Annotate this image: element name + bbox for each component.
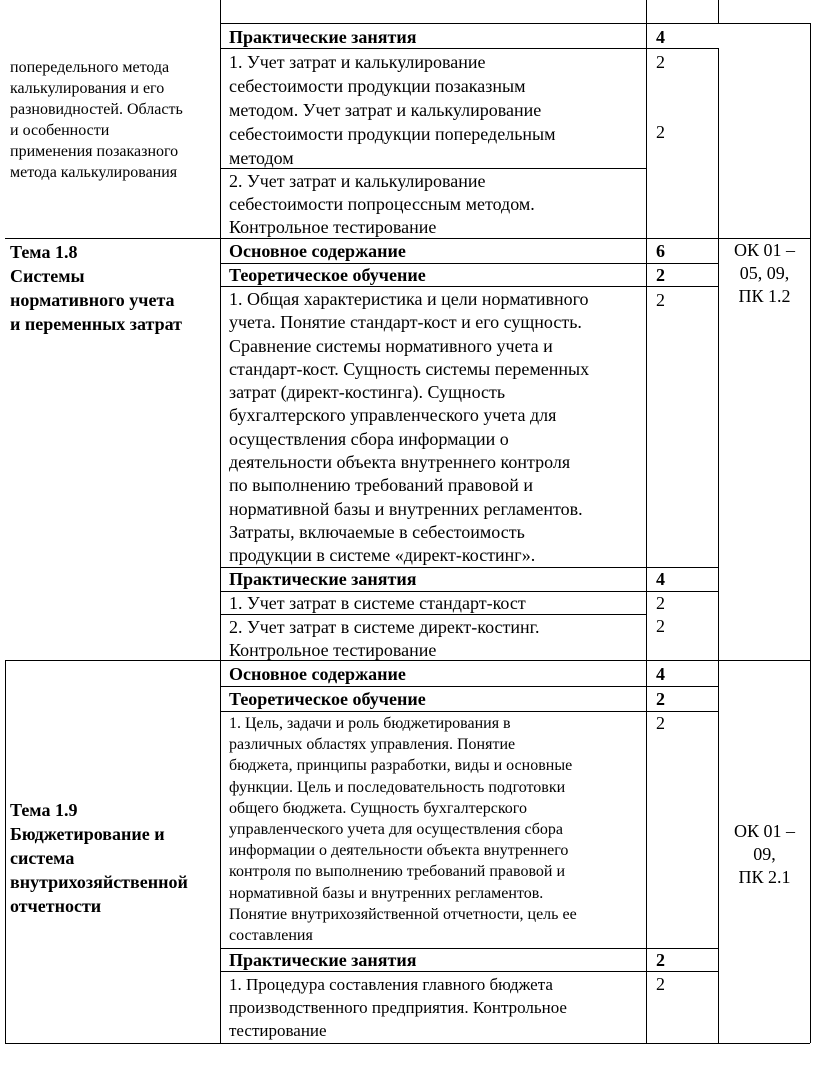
main-content-heading: Основное содержание — [229, 241, 406, 261]
practice-heading: Практические занятия — [229, 27, 417, 47]
practice-item: 2. Учет затрат в системе директ-костинг. Контрольное тестирование — [229, 617, 540, 660]
theory-item: 1. Общая характеристика и цели нормативного учета. Понятие стандарт-кост и его сущность. Сравнение системы нормативного учета и стандарт-кост. Сущность системы переменных затрат (директ-костинга). Сущность бухгалтерского управленческого учета для осуществления сбора информации о деятельности объекта внутреннего контроля по выполнению требований правовой и нормативной базы и внутренних регламентов. Затраты, включаемые в себестоимость продукции в системе «директ-костинг». — [229, 289, 590, 566]
item-hours: 2 — [656, 52, 665, 72]
topic-title: Тема 1.8 Системы нормативного учета и переменных затрат — [10, 242, 182, 334]
practice-heading: Практические занятия — [229, 569, 417, 589]
theory-hours: 2 — [656, 265, 665, 285]
theory-item-hours: 2 — [656, 713, 665, 733]
practice-hours: 4 — [656, 27, 665, 47]
theory-hours: 2 — [656, 689, 665, 709]
topic-line: попередельного метода — [10, 59, 170, 76]
practice-item: 1. Процедура составления главного бюджета производственного предприятия. Контрольное тестирование — [229, 975, 567, 1040]
topic-line: разновидностей. Область — [10, 101, 183, 118]
topic-line: применения позаказного — [10, 143, 179, 160]
practice-item: 1. Учет затрат и калькулирование себестоимости продукции позаказным методом. Учет затрат и калькулирование себестоимости продукции попередельным методом — [229, 52, 556, 168]
theory-item: 1. Цель, задачи и роль бюджетирования в различных областях управления. Понятие бюджета, принципы разработки, виды и основные функции. Цель и последовательность подготовки общего бюджета. Сущность бухгалтерского управленческого учета для осуществления сбора информации о деятельности объекта внутреннего контроля по выполнению требований правовой и нормативной базы и внутренних регламентов. Понятие внутрихозяйственной отчетности, цель ее составления — [229, 715, 577, 945]
item-hours: 2 — [656, 122, 665, 142]
main-content-heading: Основное содержание — [229, 664, 406, 684]
practice-hours: 4 — [656, 569, 665, 589]
topic-line: калькулирования и его — [10, 80, 165, 97]
theory-heading: Теоретическое обучение — [229, 689, 426, 709]
practice-heading: Практические занятия — [229, 950, 417, 970]
main-content-hours: 4 — [656, 664, 665, 684]
theory-heading: Теоретическое обучение — [229, 265, 426, 285]
practice-item: 1. Учет затрат в системе стандарт-кост — [229, 593, 526, 613]
competencies: ОК 01 – 05, 09, ПК 1.2 — [733, 240, 795, 306]
topic-continuation-text — [10, 57, 183, 183]
theory-item-hours: 2 — [656, 290, 665, 310]
topic-line: метода калькулирования — [10, 164, 178, 181]
practice-item-hours: 2 — [656, 616, 665, 636]
topic-line: и особенности — [10, 122, 110, 139]
practice-item: 2. Учет затрат и калькулирование себестоимости попроцессным методом. Контрольное тестирование — [229, 171, 535, 237]
practice-hours: 2 — [656, 950, 665, 970]
practice-item-hours: 2 — [656, 974, 665, 994]
practice-item-hours: 2 — [656, 593, 665, 613]
topic-title: Тема 1.9 Бюджетирование и система внутрихозяйственной отчетности — [10, 800, 188, 916]
competencies: ОК 01 – 09, ПК 2.1 — [733, 821, 795, 887]
main-content-hours: 6 — [656, 241, 665, 261]
